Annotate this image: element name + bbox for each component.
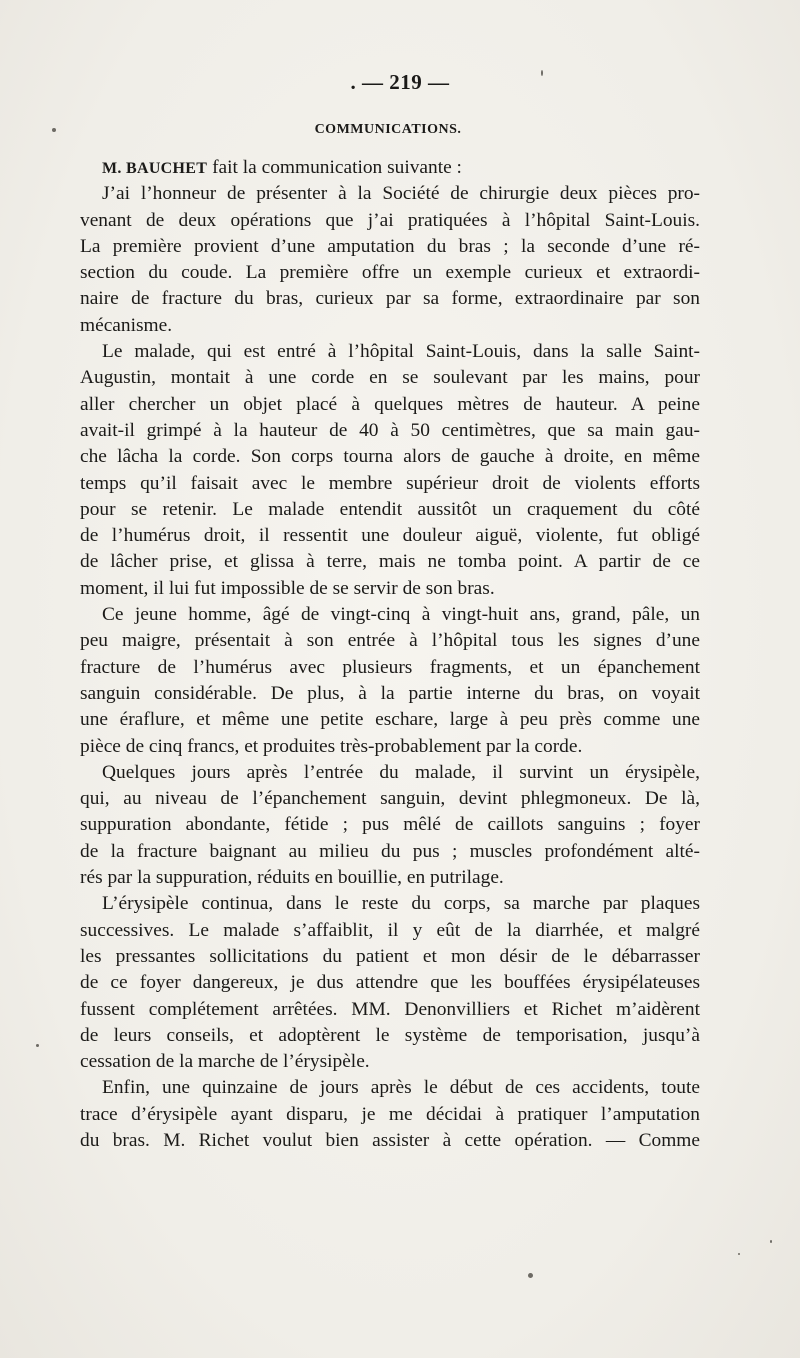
text-line: Quelques jours après l’entrée du malade, il survint un érysipèle, [102,761,700,783]
text-line: de ce foyer dangereux, je dus attendre que les bouffées érysipélateuses [80,972,700,994]
text-line: aller chercher un objet placé à quelques mètres de hauteur. A peine [80,393,700,415]
text-line: venant de deux opérations que j’ai pratiquées à l’hôpital Saint-Louis. [80,209,700,231]
text-line: trace d’érysipèle ayant disparu, je me décidai à pratiquer l’amputation [80,1103,700,1125]
intro-line [80,155,700,181]
text-line: section du coude. La première offre un exemple curieux et extraordi- [80,262,700,284]
text-line: qui, au niveau de l’épanchement sanguin, devint phlegmoneux. De là, [80,788,700,810]
text-line: che lâcha la corde. Son corps tourna alors de gauche à droite, en même [80,446,700,468]
page-number-header: . — 219 — [350,70,450,94]
text-line: les pressantes sollicitations du patient et mon désir de le débarrasser [80,945,700,967]
text-line: de leurs conseils, et adoptèrent le système de temporisation, jusqu’à [80,1024,700,1046]
text-line: de la fracture baignant au milieu du pus ; muscles profondément alté- [80,840,700,862]
text-line: mécanisme. [80,314,173,336]
body-text [80,155,700,1154]
section-title: COMMUNICATIONS. [314,122,462,137]
ink-speck [528,1273,533,1278]
text-line: La première provient d’une amputation du bras ; la seconde d’une ré- [80,235,700,257]
text-line: pour se retenir. Le malade entendit aussitôt un craquement du côté [80,498,700,520]
text-line: successives. Le malade s’affaiblit, il y eût de la diarrhée, et malgré [80,919,700,941]
ink-speck [36,1044,39,1047]
text-line: Enfin, une quinzaine de jours après le début de ces accidents, toute [102,1077,700,1099]
text-line: cessation de la marche de l’érysipèle. [80,1051,370,1073]
text-line: suppuration abondante, fétide ; pus mêlé de caillots sanguins ; foyer [80,814,700,836]
ink-speck [52,128,56,132]
text-line: de lâcher prise, et glissa à terre, mais ne tomba point. A partir de ce [80,551,700,573]
speaker-name: M. BAUCHET [102,160,208,177]
text-line: du bras. M. Richet voulut bien assister à cette opération. — Comme [80,1129,700,1151]
text-line: rés par la suppuration, réduits en bouillie, en putrilage. [80,867,504,889]
text-line: fussent complétement arrêtées. MM. Denonvilliers et Richet m’aidèrent [80,998,700,1020]
text-line: J’ai l’honneur de présenter à la Société de chirurgie deux pièces pro- [102,183,700,205]
text-line: Le malade, qui est entré à l’hôpital Saint-Louis, dans la salle Saint- [102,341,700,363]
text-line: L’érysipèle continua, dans le reste du corps, sa marche par plaques [102,893,700,915]
text-line: moment, il lui fut impossible de se servir de son bras. [80,577,495,599]
text-line: avait-il grimpé à la hauteur de 40 à 50 centimètres, que sa main gau- [80,419,700,441]
intro-text: fait la communication suivante : [212,157,462,178]
ink-speck [770,1240,772,1243]
text-line: de l’humérus droit, il ressentit une douleur aiguë, violente, fut obligé [80,525,700,547]
text-line: pièce de cinq francs, et produites très-probablement par la corde. [80,735,583,757]
text-line: Augustin, montait à une corde en se soulevant par les mains, pour [80,367,700,389]
text-line: peu maigre, présentait à son entrée à l’hôpital tous les signes d’une [80,630,700,652]
text-line: fracture de l’humérus avec plusieurs fragments, et un épanchement [80,656,700,678]
ink-speck [541,70,543,76]
text-line: naire de fracture du bras, curieux par sa forme, extraordinaire par son [80,288,700,310]
text-line: une éraflure, et même une petite eschare, large à peu près comme une [80,709,700,731]
text-line: temps qu’il faisait avec le membre supérieur droit de violents efforts [80,472,700,494]
text-line: Ce jeune homme, âgé de vingt-cinq à vingt-huit ans, grand, pâle, un [102,604,700,626]
text-line: sanguin considérable. De plus, à la partie interne du bras, on voyait [80,682,700,704]
ink-speck [738,1253,740,1255]
